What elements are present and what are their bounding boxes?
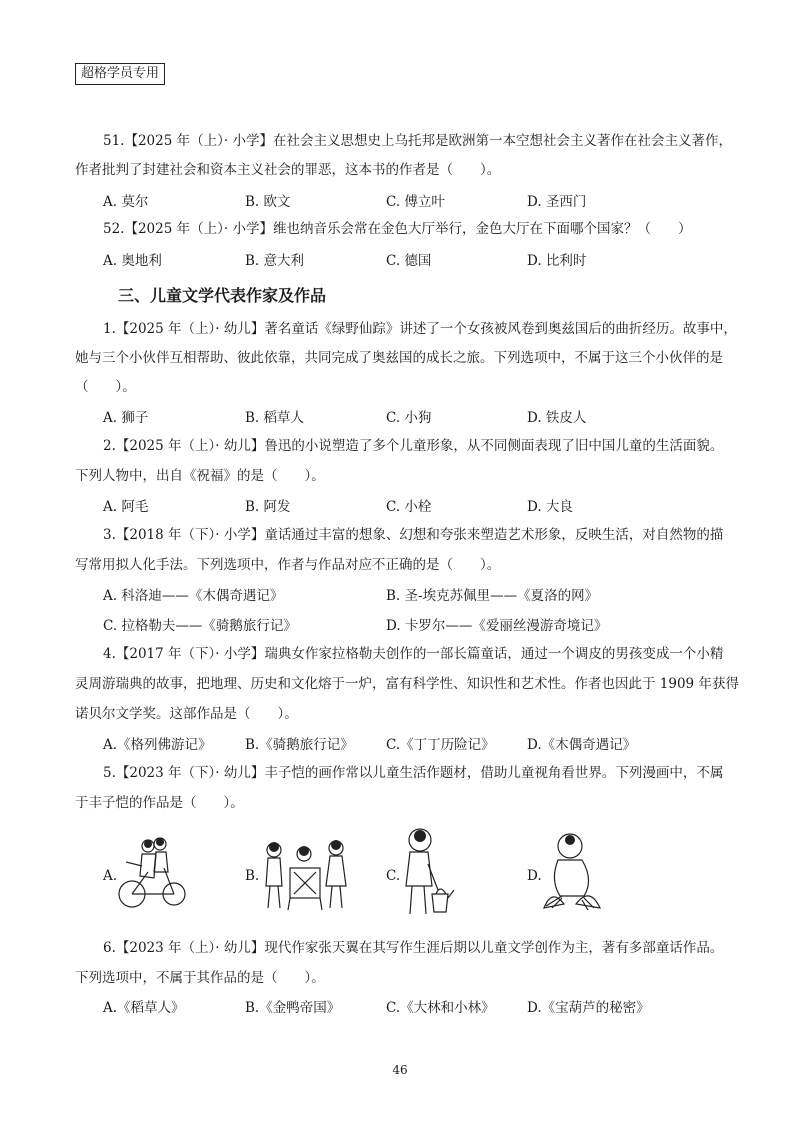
q52-line1: 52.【2025 年（上）· 小学】维也纳音乐会常在金色大厅举行，金色大厅在下面哪个国家？（ ）	[103, 221, 692, 237]
s6-line1: 6.【2023 年（上）· 幼儿】现代作家张天翼在其写作生涯后期以儿童文学创作为主，著有多部童话作品。	[103, 940, 724, 956]
s5-option-b: B.	[245, 868, 260, 884]
s4-line2: 灵周游瑞典的故事，把地理、历史和文化熔于一炉，富有科学性、知识性和艺术性。作者也因此于 1909 年获得	[75, 676, 739, 692]
s3-option-c: C. 拉格勒夫——《骑鹅旅行记》	[103, 618, 297, 634]
s5-option-a: A.	[103, 868, 118, 884]
q51-line1: 51.【2025 年（上）· 小学】在社会主义思想史上乌托邦是欧洲第一本空想社会主义著作在社会主义著作，	[103, 133, 732, 149]
s1-option-d: D. 铁皮人	[527, 410, 587, 426]
section-title: 三、儿童文学代表作家及作品	[118, 286, 327, 305]
s2-option-b: B. 阿发	[245, 499, 291, 515]
s4-option-b: B.《骑鹅旅行记》	[245, 737, 354, 753]
cartoon-a-bicycle-children	[118, 832, 188, 912]
s2-line1: 2.【2025 年（上）· 幼儿】鲁迅的小说塑造了多个儿童形象，从不同侧面表现了旧中国儿童的生活面貌。	[103, 438, 724, 454]
cartoon-d-child-with-fans	[540, 830, 604, 914]
s1-line3: （ ）。	[75, 379, 136, 395]
s4-line1: 4.【2017 年（下）· 小学】瑞典女作家拉格勒夫创作的一部长篇童话，通过一个调皮的男孩变成一个小精	[103, 646, 724, 662]
q51-option-b: B. 欧文	[245, 194, 291, 210]
s2-line2: 下列人物中，出自《祝福》的是（ ）。	[75, 468, 325, 484]
q51-option-d: D. 圣西门	[527, 194, 587, 210]
s6-option-c: C.《大林和小林》	[386, 1000, 495, 1016]
s6-option-a: A.《稻草人》	[103, 1000, 185, 1016]
cartoon-b-children-with-chair	[262, 828, 352, 912]
s6-option-b: B.《金鸭帝国》	[245, 1000, 341, 1016]
s2-option-c: C. 小栓	[386, 499, 432, 515]
s3-option-d: D. 卡罗尔——《爱丽丝漫游奇境记》	[386, 618, 608, 634]
q52-option-c: C. 德国	[386, 253, 432, 269]
s5-option-c: C.	[386, 868, 401, 884]
s3-line2: 写常用拟人化手法。下列选项中，作者与作品对应不正确的是（ ）。	[75, 557, 501, 573]
s1-option-a: A. 狮子	[103, 410, 149, 426]
s4-option-d: D.《木偶奇遇记》	[527, 737, 637, 753]
s4-option-a: A.《格列佛游记》	[103, 737, 212, 753]
s3-line1: 3.【2018 年（下）· 小学】童话通过丰富的想象、幻想和夸张来塑造艺术形象，反映生活，对自然物的描	[103, 527, 724, 543]
s4-line3: 诺贝尔文学奖。这部作品是（ ）。	[75, 706, 298, 722]
q52-option-d: D. 比利时	[527, 253, 587, 269]
q51-option-a: A. 莫尔	[103, 194, 149, 210]
q52-option-a: A. 奥地利	[103, 253, 162, 269]
cartoon-c-child-with-watering-can	[396, 824, 456, 920]
q52-option-b: B. 意大利	[245, 253, 305, 269]
s3-option-a: A. 科洛迪——《木偶奇遇记》	[103, 588, 284, 604]
s5-option-d: D.	[527, 868, 542, 884]
s2-option-d: D. 大良	[527, 499, 573, 515]
s3-option-b: B. 圣-埃克苏佩里——《夏洛的网》	[386, 588, 599, 604]
s5-line1: 5.【2023 年（下）· 幼儿】丰子恺的画作常以儿童生活作题材，借助儿童视角看世界。下列漫画中，不属	[103, 765, 724, 781]
q51-line2: 作者批判了封建社会和资本主义社会的罪恶，这本书的作者是（ ）。	[75, 162, 501, 178]
header-tag: 超格学员专用	[75, 63, 165, 85]
s4-option-c: C.《丁丁历险记》	[386, 737, 495, 753]
s1-line2: 她与三个小伙伴互相帮助、彼此依靠，共同完成了奥兹国的成长之旅。下列选项中，不属于这三个小伙伴的是	[75, 350, 723, 366]
s2-option-a: A. 阿毛	[103, 499, 149, 515]
s6-line2: 下列选项中，不属于其作品的是（ ）。	[75, 970, 325, 986]
q51-option-c: C. 傅立叶	[386, 194, 445, 210]
s1-option-b: B. 稻草人	[245, 410, 305, 426]
page-number: 46	[392, 1063, 408, 1077]
s1-option-c: C. 小狗	[386, 410, 432, 426]
s5-line2: 于丰子恺的作品是（ ）。	[75, 795, 244, 811]
s6-option-d: D.《宝葫芦的秘密》	[527, 1000, 650, 1016]
s1-line1: 1.【2025 年（上）· 幼儿】著名童话《绿野仙踪》讲述了一个女孩被风卷到奥兹国后的曲折经历。故事中，	[103, 321, 737, 337]
